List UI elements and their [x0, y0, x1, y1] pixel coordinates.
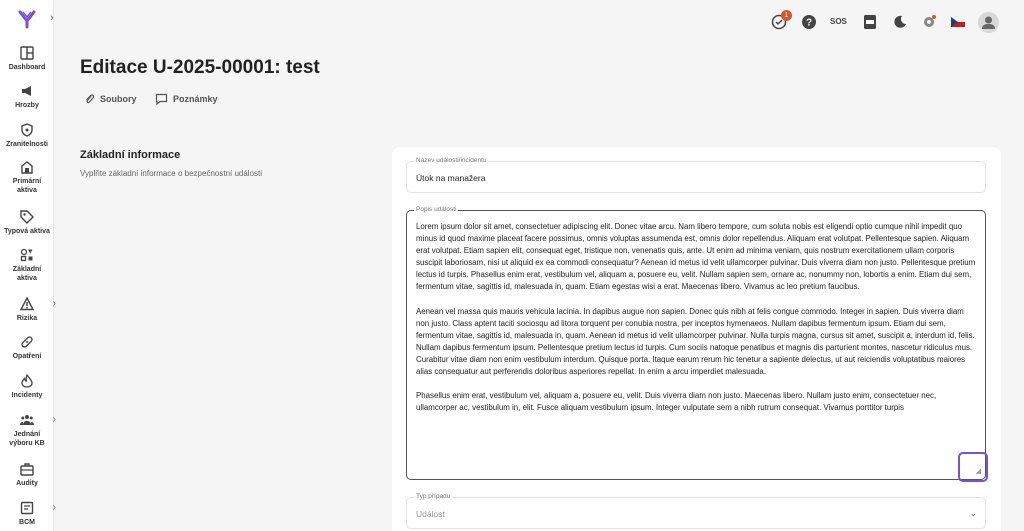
sidebar-item-label: Dashboard	[8, 64, 46, 71]
dashboard-icon	[20, 46, 34, 60]
tab-label: Poznámky	[173, 94, 218, 104]
svg-text:?: ?	[805, 17, 813, 29]
building-icon	[20, 160, 34, 174]
sidebar-item-label: Audity	[16, 480, 38, 487]
sidebar	[0, 0, 54, 531]
sidebar-item-opatreni[interactable]	[0, 335, 54, 361]
section-title: Základní informace	[80, 149, 181, 161]
sidebar-item-label: BCM	[19, 519, 35, 526]
resize-grip-icon: ◢	[975, 468, 981, 475]
description-text[interactable]	[416, 221, 978, 426]
field-label: Název události/incidentu	[416, 157, 487, 164]
sidebar-item-label: Primární aktiva	[12, 178, 42, 194]
briefcase-icon	[20, 462, 34, 476]
sidebar-item-bcm[interactable]	[0, 501, 54, 527]
czech-flag-icon[interactable]	[950, 14, 966, 30]
shapes-icon	[20, 248, 34, 262]
user-icon	[978, 12, 999, 33]
group-icon	[20, 413, 34, 427]
user-avatar[interactable]	[978, 12, 999, 33]
page-title: Editace U-2025-00001: test	[80, 57, 320, 78]
chevron-down-icon[interactable]: ⌄	[969, 508, 977, 518]
sidebar-item-label: Opatření	[12, 353, 42, 360]
chevron-right-icon[interactable]: ›	[52, 414, 56, 425]
sidebar-item-zakladni-aktiva[interactable]	[0, 248, 54, 283]
pdf-icon[interactable]	[862, 14, 878, 30]
field-label: Popis události	[416, 206, 457, 213]
clipboard-icon	[20, 501, 34, 515]
sidebar-item-zranitelnosti[interactable]	[0, 123, 54, 149]
field-label: Typ případu	[416, 493, 451, 500]
sidebar-item-label: Základní aktiva	[12, 266, 42, 282]
sidebar-item-primarni-aktiva[interactable]	[0, 160, 54, 195]
dark-mode-icon[interactable]	[892, 14, 908, 30]
incident-name-value[interactable]: Útok na manažera	[416, 173, 486, 183]
textarea-resize-handle[interactable]	[958, 452, 988, 482]
sidebar-item-label: Hrozby	[15, 102, 39, 109]
notification-badge: 1	[781, 10, 792, 21]
sidebar-item-label: Typová aktiva	[4, 228, 50, 235]
tab-label: Soubory	[100, 94, 137, 104]
settings-icon[interactable]	[921, 14, 937, 30]
warning-icon	[20, 297, 34, 311]
sidebar-expand-icon[interactable]: ›	[50, 12, 54, 24]
case-type-select[interactable]	[406, 493, 986, 529]
sidebar-item-dashboard[interactable]	[0, 46, 54, 72]
description-paragraph: Phasellus enim erat, vestibulum vel, aliquam a, posuere eu, velit. Duis viverra diam non justo. Maecenas libero. Nullam justo enim, consectetuer nec, ullamcorper ac, vestibulum in, elit. Fusce aliquam vestibulum ipsum. Integer vulputate sem a nibh rutrum consequat. Vivamus porttitor turpis	[416, 391, 937, 413]
help-icon[interactable]	[801, 14, 817, 30]
shield-icon	[20, 123, 34, 137]
tab-poznamky[interactable]	[155, 93, 218, 105]
tag-icon	[20, 210, 34, 224]
bandage-icon	[20, 335, 34, 349]
sidebar-item-label: Rizika	[16, 315, 38, 322]
tab-soubory[interactable]	[84, 93, 137, 105]
sidebar-item-jednani-vyboru[interactable]	[0, 413, 54, 448]
section-subtitle: Vyplňte základní informace o bezpečnostní události	[80, 169, 263, 178]
sidebar-item-hrozby[interactable]	[0, 84, 54, 110]
chevron-right-icon[interactable]: ›	[52, 298, 56, 309]
sidebar-item-label: Zranitelnosti	[5, 141, 48, 148]
description-paragraph: Aenean vel massa quis mauris vehicula lacinia. In dapibus augue non sapien. Donec quis nibh at felis congue commodo. Integer in sapien. Duis viverra diam non justo. Class aptent taciti sociosqu ad litora torquent per conubia nostra, per inceptos hymenaeos. Nullam dapibus fermentum ipsum. Etiam dui sem, fermentum vitae, sagittis id, malesuada in, quam. Aenean id metus id velit ullamcorper pulvinar. Nulla turpis magna, cursus sit amet, suscipit a, interdum id, felis. Nullam dapibus fermentum ipsum. Pellentesque pretium lectus id turpis. Cum sociis natoque penatibus et magnis dis parturient montes, nascetur ridiculus mus. Curabitur vitae diam non enim vestibulum interdum. Quisque porta. Itaque earum rerum hic tenetur a sapiente delectus, ut aut reiciendis voluptatibus maiores alias consequatur aut perferendis doloribus asperiores repellat. In enim a arcu imperdiet malesuada.	[416, 306, 975, 377]
description-textarea[interactable]	[406, 206, 986, 480]
paperclip-icon	[84, 93, 95, 105]
sidebar-item-typova-aktiva[interactable]	[0, 210, 54, 236]
incident-name-field[interactable]	[406, 157, 986, 193]
sos-button[interactable]: SOS	[830, 17, 847, 26]
sidebar-item-incidenty[interactable]	[0, 374, 54, 400]
case-type-value: Událost	[416, 509, 445, 519]
chevron-right-icon[interactable]: ›	[52, 502, 56, 513]
sidebar-item-audity[interactable]	[0, 462, 54, 488]
description-paragraph: Lorem ipsum dolor sit amet, consectetuer adipiscing elit. Donec vitae arcu. Nam libero tempore, cum soluta nobis est eligendi optio cumque nihil impedit quo minus id quod maxime placeat facere possimus, omnis voluptas assumenda est, omnis dolor repellendus. Aliquam erat volutpat. Pellentesque sapien. Aliquam erat volutpat. Etiam sapien elit, consequat eget, tristique non, venenatis quis, ante. Ut enim ad minima veniam, quis nostrum exercitationem ullam corporis suscipit laboriosam, nisi ut aliquid ex ea commodi consequatur? Aenean id metus id velit ullamcorper pulvinar. Duis viverra diam non justo. Pellentesque pretium lectus id turpis. Phasellus enim erat, vestibulum vel, aliquam a, posuere eu, velit. Nullam sapien sem, ornare ac, nonummy non, lobortis a enim. Etiam dui sem, fermentum vitae, sagittis id, malesuada in, quam. Etiam egestas wisi a erat. Maecenas libero. Vivamus ac leo pretium faucibus.	[416, 222, 976, 292]
logo-icon[interactable]	[17, 9, 37, 29]
sidebar-item-rizika[interactable]	[0, 297, 54, 323]
sidebar-item-label: Incidenty	[11, 392, 43, 399]
sidebar-item-label: Jednání výboru KB	[9, 431, 45, 447]
megaphone-icon	[20, 84, 34, 98]
fire-icon	[20, 374, 34, 388]
comment-icon	[155, 93, 168, 105]
